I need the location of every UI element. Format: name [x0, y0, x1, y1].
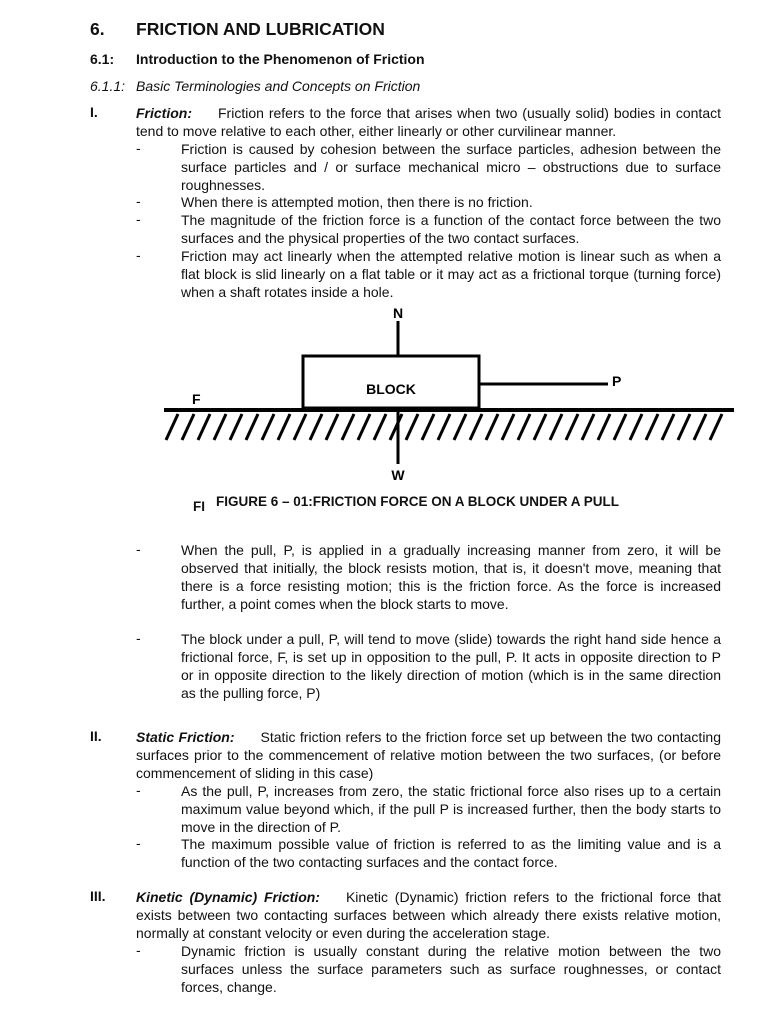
hatch-mark — [678, 414, 690, 440]
bullet-dash: - — [136, 942, 141, 958]
item-text: Friction refers to the force that arises when two (usually solid) bodies in contact tend to move relative to each other, either linearly or other curvilinear manner. — [136, 105, 721, 139]
item-definition — [136, 728, 721, 782]
hatch-mark — [534, 414, 546, 440]
item-text: Kinetic (Dynamic) friction refers to the frictional force that exists between two contacting surfaces between which already there exists relative motion, normally at constant velocity or even during the acceleration stage. — [136, 889, 721, 941]
subsubsection-number: 6.1.1: — [90, 78, 126, 94]
item-numeral: I. — [90, 104, 98, 120]
hatch-mark — [358, 414, 370, 440]
pull-force-label: P — [612, 373, 622, 389]
hatch-mark — [214, 414, 226, 440]
item-definition — [136, 888, 721, 942]
hatch-mark — [406, 414, 418, 440]
subsection-number: 6.1: — [90, 51, 115, 67]
hatch-mark — [438, 414, 450, 440]
item-term: Static Friction: — [136, 729, 235, 745]
item-term: Kinetic (Dynamic) Friction: — [136, 889, 320, 905]
bullet-text: When the pull, P, is applied in a gradually increasing manner from zero, it will be observed that initially, the block resists motion, that is, it doesn't move, meaning that there is a force resisting motion; this is the friction force. As the force is increased further, a point comes when the block starts to move. — [181, 542, 721, 612]
hatch-mark — [614, 414, 626, 440]
hatch-mark — [518, 414, 530, 440]
hatch-mark — [454, 414, 466, 440]
hatch-mark — [278, 414, 290, 440]
hatch-mark — [166, 414, 178, 440]
bullet-text: Friction is caused by cohesion between the surface particles, adhesion between the surface particles and / or surface mechanical micro – obstructions due to surface roughnesses. — [181, 141, 721, 193]
item-text: Static friction refers to the friction force set up between the two contacting surfaces prior to the commencement of relative motion between the two surfaces, (or before commencement of sliding in this case) — [136, 729, 721, 781]
hatch-mark — [630, 414, 642, 440]
caption-fragment: FI — [193, 499, 205, 514]
hatch-mark — [182, 414, 194, 440]
hatch-mark — [310, 414, 322, 440]
hatch-mark — [326, 414, 338, 440]
hatch-mark — [662, 414, 674, 440]
figure-caption: FIGURE 6 – 01:FRICTION FORCE ON A BLOCK UNDER A PULL — [216, 494, 620, 509]
hatch-mark — [342, 414, 354, 440]
hatch-mark — [470, 414, 482, 440]
subsection-title: Introduction to the Phenomenon of Friction — [136, 51, 425, 67]
weight-force-label: W — [391, 467, 405, 483]
friction-force-label: F — [192, 391, 201, 407]
hatch-mark — [374, 414, 386, 440]
bullet-dash: - — [136, 630, 141, 646]
ground-hatching — [166, 414, 722, 440]
hatch-mark — [422, 414, 434, 440]
bullet-dash: - — [136, 247, 141, 263]
bullet-dash: - — [136, 541, 141, 557]
friction-block-diagram — [160, 302, 740, 490]
hatch-mark — [502, 414, 514, 440]
bullet-text: Dynamic friction is usually constant during the relative motion between the two surfaces unless the surface parameters such as surface roughnesses, or contact forces, change. — [181, 943, 721, 995]
hatch-mark — [486, 414, 498, 440]
hatch-mark — [694, 414, 706, 440]
bullet-dash: - — [136, 140, 141, 156]
hatch-mark — [710, 414, 722, 440]
bullet-text: The maximum possible value of friction is referred to as the limiting value and is a function of the two contacting surfaces and the contact force. — [181, 836, 721, 870]
hatch-mark — [598, 414, 610, 440]
bullet-text: When there is attempted motion, then there is no friction. — [181, 194, 533, 210]
hatch-mark — [550, 414, 562, 440]
bullet-text: The magnitude of the friction force is a function of the contact force between the two surfaces and the physical properties of the two contact surfaces. — [181, 212, 721, 246]
hatch-mark — [390, 414, 402, 440]
hatch-mark — [582, 414, 594, 440]
bullet-text: The block under a pull, P, will tend to move (slide) towards the right hand side hence a frictional force, F, is set up in opposition to the pull, P. It acts in opposite direction to P or in opposite direction to the likely direction of motion (which is in the same direction as the pulling force, P) — [181, 631, 721, 701]
hatch-mark — [246, 414, 258, 440]
section-number: 6. — [90, 19, 105, 39]
hatch-mark — [230, 414, 242, 440]
subsubsection-title: Basic Terminologies and Concepts on Friction — [136, 78, 421, 94]
item-numeral: II. — [90, 728, 102, 744]
item-numeral: III. — [90, 888, 106, 904]
hatch-mark — [646, 414, 658, 440]
normal-force-label: N — [392, 305, 404, 321]
bullet-dash: - — [136, 835, 141, 851]
bullet-text: Friction may act linearly when the attempted relative motion is linear such as when a flat block is slid linearly on a flat table or it may act as a frictional torque (turning force) when a shaft rotates inside a hole. — [181, 248, 721, 300]
block-label: BLOCK — [366, 381, 416, 397]
item-term: Friction: — [136, 105, 192, 121]
bullet-dash: - — [136, 193, 141, 209]
bullet-dash: - — [136, 211, 141, 227]
section-title: FRICTION AND LUBRICATION — [136, 19, 385, 39]
hatch-mark — [198, 414, 210, 440]
hatch-mark — [566, 414, 578, 440]
hatch-mark — [262, 414, 274, 440]
bullet-dash: - — [136, 782, 141, 798]
bullet-text: As the pull, P, increases from zero, the static frictional force also rises up to a certain maximum value beyond which, if the pull P is increased further, then the body starts to move in the direction of P. — [181, 783, 721, 835]
item-definition — [136, 104, 721, 140]
hatch-mark — [294, 414, 306, 440]
